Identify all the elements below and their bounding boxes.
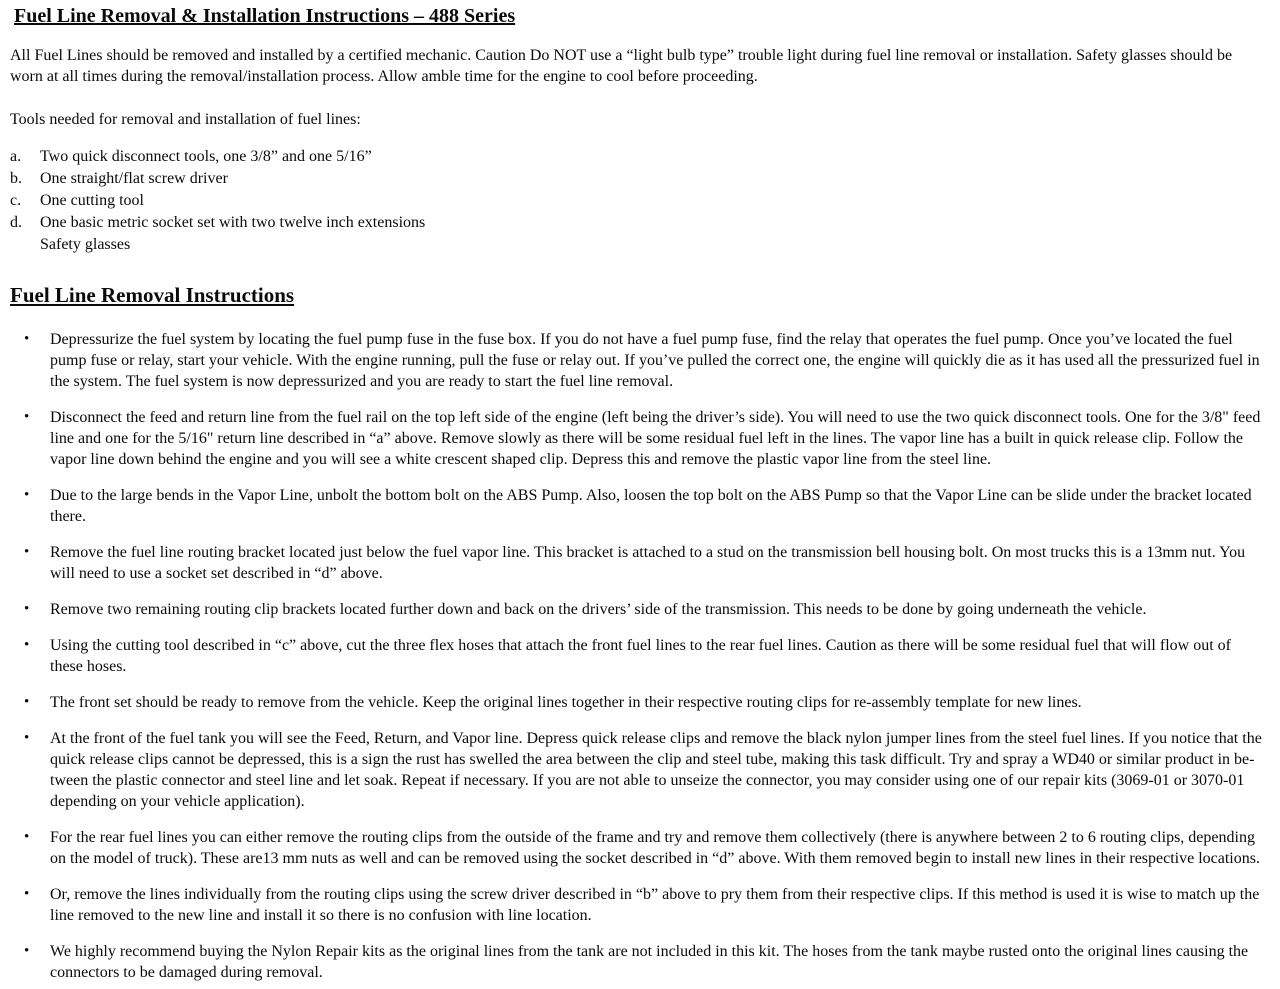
tools-intro-paragraph: Tools needed for removal and installation of fuel lines:: [10, 111, 361, 128]
list-item: • For the rear fuel lines you can either remove the routing clips from the outside of the frame and try and remove them collectively (there is anywhere between 2 to 6 routing clips, depending on the model of truck). These are13 mm nuts as well and can be removed using the socket described in “d” above. With them removed begin to install new lines in their respective locations.: [24, 827, 1266, 869]
list-item: • Remove two remaining routing clip brackets located further down and back on the drivers’ side of the transmission. This needs to be done by going underneath the vehicle.: [24, 599, 1266, 620]
list-item: [10, 190, 1266, 212]
list-item: [10, 212, 1266, 234]
list-item: [10, 234, 1266, 256]
section-title: Fuel Line Removal Instructions: [10, 283, 295, 307]
list-item-text: One basic metric socket set with two twelve inch extensions: [40, 214, 426, 231]
intro-paragraph: All Fuel Lines should be removed and installed by a certified mechanic. Caution Do NOT use a “light bulb type” trouble light during fuel line removal or installation. Safety glasses should be worn at all times during the removal/installation process. Allow amble time for the engine to cool before proceeding.: [10, 47, 1233, 85]
list-item: • Due to the large bends in the Vapor Line, unbolt the bottom bolt on the ABS Pump. Also, loosen the top bolt on the ABS Pump so that the Vapor Line can be slide under the bracket located there.: [24, 485, 1266, 527]
list-item: • Disconnect the feed and return line from the fuel rail on the top left side of the engine (left being the driver’s side). You will need to use the two quick disconnect tools. One for the 3/8" feed line and one for the 5/16" return line described in “a” above. Remove slowly as there will be some residual fuel left in the lines. The vapor line has a built in quick release clip. Follow the vapor line down behind the engine and you will see a white crescent shaped clip. Depress this and remove the plastic vapor line from the steel line.: [24, 407, 1266, 470]
list-item-text: Two quick disconnect tools, one 3/8” and one 5/16”: [40, 148, 372, 165]
list-item: • The front set should be ready to remove from the vehicle. Keep the original lines together in their respective routing clips for re-assembly template for new lines.: [24, 692, 1266, 713]
list-item: [10, 168, 1266, 190]
list-marker: b.: [10, 170, 22, 187]
list-marker: [10, 234, 40, 256]
list-marker: d.: [10, 214, 22, 231]
list-item: • We highly recommend buying the Nylon Repair kits as the original lines from the tank are not included in this kit. The hoses from the tank maybe rusted onto the original lines causing the connectors to be damaged during removal.: [24, 941, 1266, 983]
list-item: • Depressurize the fuel system by locating the fuel pump fuse in the fuse box. If you do not have a fuel pump fuse, find the relay that operates the fuel pump. Once you’ve located the fuel pump fuse or relay, start your vehicle. With the engine running, pull the fuse or relay out. If you’ve pulled the correct one, the engine will quickly die as it has used all the pressurized fuel in the system. The fuel system is now depressurized and you are ready to start the fuel line removal.: [24, 329, 1266, 392]
section-heading-row: [10, 282, 1266, 308]
list-marker: c.: [10, 192, 22, 209]
page-title: Fuel Line Removal & Installation Instructions – 488 Series: [14, 5, 516, 27]
list-marker: a.: [10, 148, 22, 165]
list-item-text: Safety glasses: [40, 236, 131, 253]
tools-list: [10, 146, 1266, 256]
list-item: • Remove the fuel line routing bracket located just below the fuel vapor line. This bracket is attached to a stud on the transmission bell housing bolt. On most trucks this is a 13mm nut. You will need to use a socket set described in “d” above.: [24, 542, 1266, 584]
list-item: • At the front of the fuel tank you will see the Feed, Return, and Vapor line. Depress quick release clips and remove the black nylon jumper lines from the steel fuel lines. If you notice that the quick release clips cannot be depressed, this is a sign the rust has swelled the area between the clip and steel tube, making this task difficult. Try and spray a WD40 or similar product in be-tween the plastic connector and steel line and let soak. Repeat if necessary. If you are not able to unseize the connector, you may consider using one of our repair kits (3069-01 or 3070-01 depending on your vehicle application).: [24, 728, 1266, 812]
list-item: • Or, remove the lines individually from the routing clips using the screw driver described in “b” above to pry them from their respective clips. If this method is used it is wise to match up the line removed to the new line and install it so there is no confusion with line location.: [24, 884, 1266, 926]
list-item: [10, 146, 1266, 168]
list-item-text: One cutting tool: [40, 192, 144, 209]
list-item: • Using the cutting tool described in “c” above, cut the three flex hoses that attach the front fuel lines to the rear fuel lines. Caution as there will be some residual fuel that will flow out of these hoses.: [24, 635, 1266, 677]
steps-list: [10, 329, 1266, 983]
list-item-text: One straight/flat screw driver: [40, 170, 228, 187]
